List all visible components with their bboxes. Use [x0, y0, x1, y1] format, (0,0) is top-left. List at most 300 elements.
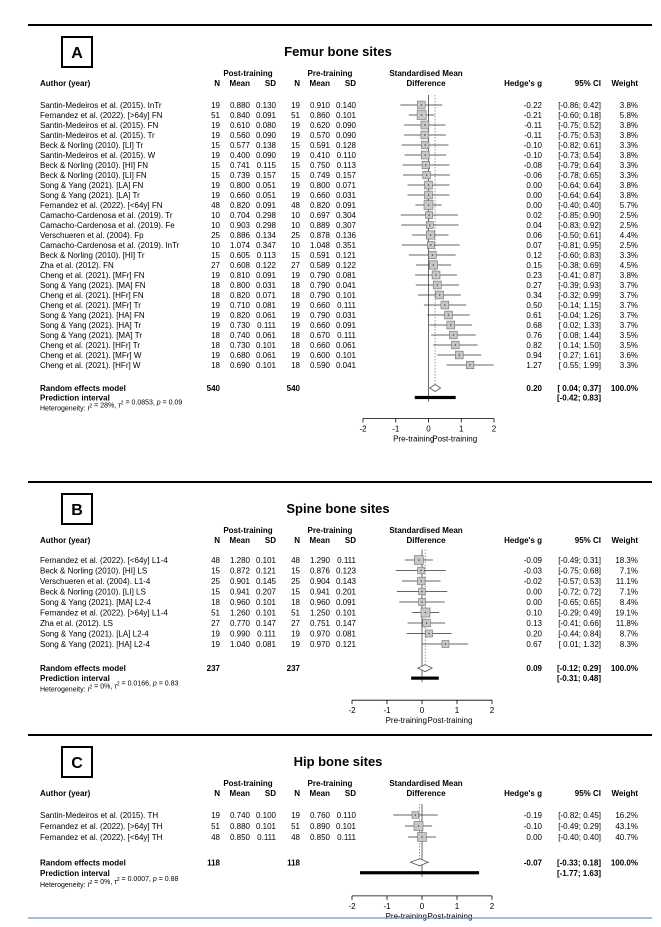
study-hedges-g: -0.22 — [523, 101, 542, 110]
study-row — [40, 301, 638, 310]
x-axis-tick-label: 1 — [454, 706, 460, 716]
study-sd-pre: 0.111 — [337, 833, 356, 842]
study-weight: 3.8% — [619, 121, 638, 130]
study-author: Beck & Norling (2010). [LI] LS — [40, 587, 146, 597]
study-mean-pre: 0.660 — [309, 321, 330, 330]
study-sd-post: 0.061 — [255, 311, 276, 320]
study-weight: 5.7% — [619, 201, 638, 210]
study-sd-post: 0.207 — [255, 587, 276, 597]
summary-hedges-g: 0.20 — [526, 384, 542, 393]
study-sd-post: 0.298 — [255, 211, 276, 220]
study-hedges-g: 0.00 — [526, 181, 542, 190]
study-author: Song & Yang (2021). [HA] Tr — [40, 321, 142, 330]
summary-diamond — [410, 859, 428, 866]
study-hedges-g: 0.82 — [526, 341, 542, 350]
study-author: Song & Yang (2021). [MA] L2-4 — [40, 598, 151, 607]
study-hedges-g: 0.15 — [526, 261, 542, 270]
study-hedges-g: 0.68 — [526, 321, 542, 330]
study-hedges-g: 0.04 — [526, 221, 542, 230]
forest-panel-b — [28, 482, 652, 725]
study-sd-pre: 0.110 — [336, 151, 356, 160]
study-author: Fernandez et al. (2022). [>64y] L1-4 — [40, 608, 168, 618]
study-sd-pre: 0.201 — [335, 587, 356, 597]
study-mean-post: 0.810 — [229, 271, 250, 280]
header-mean-post: Mean — [229, 79, 250, 88]
study-95ci: [-0.41; 0.66] — [558, 619, 601, 628]
study-n-post: 10 — [211, 221, 220, 230]
study-sd-pre: 0.081 — [335, 629, 356, 639]
study-row — [40, 271, 638, 280]
study-95ci: [-0.44; 0.84] — [558, 629, 601, 639]
header-author: Author (year) — [40, 789, 91, 798]
study-hedges-g: -0.10 — [523, 151, 542, 160]
study-mean-post: 0.886 — [229, 231, 250, 240]
study-hedges-g: 0.06 — [526, 231, 542, 240]
study-author: Fernandez et al. (2022). [>64y] TH — [40, 822, 163, 831]
study-mean-post: 0.730 — [229, 341, 250, 350]
study-mean-pre: 0.750 — [309, 161, 330, 170]
study-sd-post: 0.061 — [255, 331, 276, 340]
study-author: Song & Yang (2021). [LA] Tr — [40, 191, 140, 200]
study-row — [40, 181, 638, 190]
x-axis-tick-label: 1 — [454, 901, 460, 911]
study-weight: 3.8% — [619, 271, 638, 280]
study-sd-post: 0.138 — [255, 141, 276, 150]
study-effect-dot — [421, 836, 423, 838]
study-sd-post: 0.100 — [255, 811, 276, 820]
study-row — [40, 131, 638, 140]
header-hedges-g: Hedge's g — [504, 789, 542, 798]
study-n-pre: 18 — [291, 281, 300, 290]
x-axis-tick-label: -1 — [392, 424, 400, 434]
header-post-training: Post-training — [223, 779, 273, 788]
study-sd-post: 0.111 — [257, 321, 276, 330]
study-sd-pre: 0.122 — [335, 261, 356, 270]
summary-label: Random effects model — [40, 664, 126, 674]
study-n-pre: 48 — [291, 201, 300, 210]
study-author: Verschueren et al. (2004). L1-4 — [40, 577, 151, 586]
study-author: Santin-Medeiros et al. (2015). Tr — [40, 131, 155, 140]
study-hedges-g: 1.27 — [526, 361, 542, 370]
study-n-pre: 19 — [291, 121, 300, 130]
study-effect-dot — [428, 214, 430, 216]
study-sd-pre: 0.123 — [335, 566, 356, 576]
study-author: Beck & Norling (2010). [HI] LS — [40, 566, 148, 576]
x-axis-label-left: Pre-training — [393, 434, 435, 444]
study-author: Camacho-Cardenosa et al. (2019). InTr — [40, 241, 180, 250]
study-weight: 3.8% — [619, 131, 638, 140]
study-95ci: [ 0.14; 1.50] — [558, 341, 601, 350]
study-effect-dot — [424, 134, 426, 136]
study-95ci: [ 0.02; 1.33] — [558, 321, 601, 330]
study-mean-pre: 0.910 — [309, 101, 330, 110]
x-axis-tick-label: -2 — [359, 424, 367, 434]
study-n-post: 15 — [211, 171, 220, 180]
prediction-label: Prediction interval — [40, 674, 110, 684]
study-mean-pre: 0.620 — [309, 121, 330, 130]
study-weight: 3.3% — [619, 251, 638, 260]
study-weight: 3.5% — [619, 331, 638, 340]
study-author: Cheng et al. (2021). [HFr] Tr — [40, 341, 141, 350]
study-sd-pre: 0.101 — [335, 351, 356, 360]
study-sd-pre: 0.351 — [335, 241, 356, 250]
study-n-post: 19 — [211, 629, 220, 639]
study-95ci: [ 0.55; 1.99] — [558, 361, 601, 370]
study-95ci: [-0.41; 0.87] — [558, 271, 601, 280]
study-hedges-g: -0.19 — [523, 811, 542, 820]
study-hedges-g: -0.02 — [523, 577, 542, 586]
study-author: Cheng et al. (2021). [HFr] FN — [40, 291, 144, 300]
study-weight: 8.7% — [619, 629, 638, 639]
header-95ci: 95% CI — [574, 789, 601, 798]
study-sd-post: 0.101 — [255, 598, 276, 607]
study-95ci: [-0.81; 0.95] — [558, 241, 601, 250]
study-sd-pre: 0.110 — [336, 811, 356, 820]
study-sd-pre: 0.091 — [335, 201, 356, 210]
study-weight: 2.5% — [619, 211, 638, 220]
study-95ci: [-0.78; 0.65] — [558, 171, 601, 180]
study-n-post: 15 — [211, 566, 220, 576]
study-sd-pre: 0.101 — [335, 111, 356, 120]
study-n-post: 18 — [211, 361, 220, 370]
study-hedges-g: 0.76 — [526, 331, 542, 340]
study-author: Verschueren et al. (2004). Fp — [40, 231, 144, 240]
study-sd-pre: 0.143 — [335, 577, 356, 586]
summary-n-pre: 237 — [286, 664, 300, 674]
study-mean-pre: 0.970 — [309, 640, 330, 649]
study-weight: 4.5% — [619, 261, 638, 270]
study-weight: 3.8% — [619, 101, 638, 110]
heterogeneity-text: Heterogeneity: $I^2 = 0\%$, $\tau^2 = 0.0166$, p = 0.83 — [40, 680, 179, 694]
study-mean-pre: 0.890 — [309, 822, 330, 831]
forest-panel-c — [28, 735, 652, 921]
summary-diamond — [430, 385, 441, 392]
study-hedges-g: -0.10 — [523, 822, 542, 831]
study-mean-pre: 0.790 — [309, 291, 330, 300]
study-95ci: [-0.39; 0.93] — [558, 281, 601, 290]
study-mean-post: 0.730 — [229, 321, 250, 330]
study-95ci: [-0.04; 1.26] — [558, 311, 601, 320]
header-smd-difference: Difference — [406, 789, 446, 798]
study-author: Song & Yang (2021). [HA] FN — [40, 311, 145, 320]
study-effect-dot — [432, 254, 434, 256]
study-row — [40, 231, 638, 240]
study-n-post: 15 — [211, 141, 220, 150]
study-mean-pre: 0.876 — [309, 566, 330, 576]
study-95ci: [-0.40; 0.40] — [558, 201, 601, 210]
study-95ci: [-0.85; 0.90] — [558, 211, 601, 220]
study-n-pre: 19 — [291, 181, 300, 190]
header-sd-pre: SD — [344, 79, 356, 88]
summary-weight: 100.0% — [610, 384, 638, 393]
study-sd-post: 0.111 — [257, 833, 276, 842]
study-weight: 18.3% — [615, 556, 638, 565]
study-n-post: 18 — [211, 281, 220, 290]
study-weight: 7.1% — [619, 587, 638, 597]
study-mean-pre: 0.790 — [309, 271, 330, 280]
study-95ci: [-0.64; 0.64] — [558, 181, 601, 190]
study-n-post: 18 — [211, 331, 220, 340]
study-95ci: [-0.75; 0.52] — [558, 121, 601, 130]
study-mean-post: 0.608 — [229, 261, 250, 270]
study-weight: 5.8% — [619, 111, 638, 120]
study-hedges-g: 0.27 — [526, 281, 542, 290]
study-mean-pre: 0.590 — [309, 361, 330, 370]
study-author: Beck & Norling (2010). [HI] Tr — [40, 251, 145, 260]
study-author: Song & Yang (2021). [HA] L2-4 — [40, 640, 150, 649]
header-sd-post: SD — [264, 79, 276, 88]
study-sd-pre: 0.091 — [335, 598, 356, 607]
study-weight: 11.8% — [615, 619, 638, 628]
study-95ci: [-0.75; 0.53] — [558, 131, 601, 140]
study-sd-post: 0.101 — [255, 822, 276, 831]
study-hedges-g: 0.00 — [526, 191, 542, 200]
study-row — [40, 556, 638, 565]
study-hedges-g: 0.34 — [526, 291, 542, 300]
study-effect-dot — [418, 825, 420, 827]
study-n-post: 19 — [211, 640, 220, 649]
prediction-interval-bar — [411, 677, 439, 680]
study-effect-dot — [430, 244, 432, 246]
study-effect-dot — [425, 612, 427, 614]
study-hedges-g: 0.00 — [526, 598, 542, 607]
study-hedges-g: 0.20 — [526, 629, 542, 639]
study-weight: 3.8% — [619, 151, 638, 160]
study-weight: 4.4% — [619, 231, 638, 240]
study-n-pre: 25 — [291, 577, 300, 586]
study-mean-pre: 0.760 — [309, 811, 330, 820]
study-sd-pre: 0.101 — [335, 291, 356, 300]
study-mean-post: 0.880 — [229, 101, 250, 110]
study-mean-post: 0.990 — [229, 629, 250, 639]
study-n-post: 48 — [211, 833, 220, 842]
header-smd-difference: Difference — [406, 79, 446, 88]
study-mean-pre: 1.290 — [309, 556, 330, 565]
study-author: Fernandez et al. (2022). [<64y] L1-4 — [40, 556, 168, 565]
study-95ci: [-0.32; 0.99] — [558, 291, 601, 300]
header-n-post: N — [214, 536, 220, 545]
study-row — [40, 619, 638, 628]
study-hedges-g: 0.10 — [526, 608, 542, 618]
summary-label: Random effects model — [40, 384, 126, 393]
header-n-pre: N — [294, 789, 300, 798]
study-author: Santin-Medeiros et al. (2015). FN — [40, 121, 159, 130]
header-post-training: Post-training — [223, 526, 273, 535]
study-weight: 40.7% — [615, 833, 638, 842]
study-sd-post: 0.091 — [255, 271, 276, 280]
header-pre-training: Pre-training — [307, 779, 353, 788]
study-sd-post: 0.031 — [255, 281, 276, 290]
x-axis-label-left: Pre-training — [385, 911, 427, 921]
study-sd-post: 0.111 — [257, 629, 276, 639]
study-95ci: [-0.75; 0.68] — [558, 566, 601, 576]
study-sd-post: 0.134 — [255, 231, 276, 240]
study-n-pre: 27 — [291, 261, 300, 270]
study-n-pre: 19 — [291, 151, 300, 160]
study-weight: 3.7% — [619, 311, 638, 320]
x-axis-tick-label: 1 — [459, 424, 464, 434]
study-hedges-g: 0.13 — [526, 619, 542, 628]
study-sd-pre: 0.136 — [335, 231, 356, 240]
study-hedges-g: 0.67 — [526, 640, 542, 649]
study-effect-dot — [424, 154, 426, 156]
study-sd-post: 0.122 — [255, 261, 276, 270]
study-sd-post: 0.145 — [255, 577, 276, 586]
header-smd-difference: Difference — [406, 536, 446, 545]
study-weight: 3.3% — [619, 141, 638, 150]
study-weight: 3.7% — [619, 301, 638, 310]
study-n-pre: 19 — [291, 191, 300, 200]
header-n-post: N — [214, 79, 220, 88]
study-effect-dot — [426, 622, 428, 624]
header-n-pre: N — [294, 79, 300, 88]
study-n-pre: 15 — [291, 587, 300, 597]
study-hedges-g: -0.11 — [524, 121, 542, 130]
study-mean-post: 0.770 — [229, 619, 250, 628]
summary-95ci: [-0.12; 0.29] — [556, 664, 601, 674]
study-effect-dot — [433, 264, 435, 266]
study-author: Song & Yang (2021). [MA] Tr — [40, 331, 142, 340]
summary-n-pre: 540 — [286, 384, 300, 393]
panel-title: Femur bone sites — [284, 44, 392, 59]
study-author: Zha et al. (2012). FN — [40, 261, 114, 270]
study-sd-post: 0.101 — [255, 556, 276, 565]
prediction-interval-bar — [415, 396, 456, 399]
study-author: Beck & Norling (2010). [HI] FN — [40, 161, 149, 170]
study-mean-pre: 0.660 — [309, 191, 330, 200]
summary-95ci: [-0.33; 0.18] — [556, 858, 601, 868]
study-mean-pre: 0.591 — [309, 251, 330, 260]
header-sd-post: SD — [264, 536, 276, 545]
study-sd-pre: 0.121 — [335, 640, 356, 649]
study-sd-post: 0.298 — [255, 221, 276, 230]
study-sd-pre: 0.147 — [335, 619, 356, 628]
summary-n-post: 237 — [206, 664, 220, 674]
study-weight: 8.4% — [619, 598, 638, 607]
header-post-training: Post-training — [223, 69, 273, 78]
header-weight: Weight — [611, 789, 638, 798]
study-mean-pre: 0.697 — [309, 211, 330, 220]
study-95ci: [-0.38; 0.69] — [558, 261, 601, 270]
study-sd-pre: 0.090 — [335, 131, 356, 140]
study-n-pre: 18 — [291, 331, 300, 340]
study-effect-dot — [421, 114, 423, 116]
study-row — [40, 201, 638, 210]
study-row — [40, 291, 638, 300]
study-sd-post: 0.347 — [255, 241, 276, 250]
study-mean-pre: 0.889 — [309, 221, 330, 230]
study-effect-dot — [430, 234, 432, 236]
study-mean-post: 0.690 — [229, 361, 250, 370]
study-n-post: 19 — [211, 181, 220, 190]
study-mean-post: 0.960 — [229, 598, 250, 607]
study-mean-pre: 0.878 — [309, 231, 330, 240]
study-author: Beck & Norling (2010). [LI] Tr — [40, 141, 144, 150]
study-author: Zha et al. (2012). LS — [40, 619, 113, 628]
study-row — [40, 241, 638, 250]
study-n-pre: 15 — [291, 171, 300, 180]
study-n-post: 27 — [211, 619, 220, 628]
study-95ci: [-0.83; 0.92] — [558, 221, 601, 230]
study-95ci: [-0.14; 1.15] — [558, 301, 601, 310]
study-sd-post: 0.090 — [255, 131, 276, 140]
study-mean-pre: 0.410 — [309, 151, 330, 160]
study-row — [40, 191, 638, 200]
header-sd-pre: SD — [344, 789, 356, 798]
study-n-post: 48 — [211, 201, 220, 210]
study-effect-dot — [428, 633, 430, 635]
study-weight: 16.2% — [615, 811, 638, 820]
study-sd-post: 0.101 — [255, 341, 276, 350]
study-mean-post: 1.260 — [229, 608, 250, 618]
study-weight: 3.5% — [619, 341, 638, 350]
x-axis-tick-label: 2 — [491, 424, 497, 434]
x-axis-label-left: Pre-training — [385, 716, 427, 726]
study-effect-dot — [453, 334, 455, 336]
study-row — [40, 171, 638, 180]
study-mean-pre: 0.860 — [309, 111, 330, 120]
study-n-pre: 10 — [291, 241, 300, 250]
study-n-pre: 19 — [291, 301, 300, 310]
header-pre-training: Pre-training — [307, 526, 353, 535]
study-effect-dot — [421, 601, 423, 603]
header-95ci: 95% CI — [574, 536, 601, 545]
x-axis-tick-label: -1 — [383, 706, 391, 716]
study-row — [40, 567, 638, 576]
study-95ci: [ 0.27; 1.61] — [558, 351, 601, 360]
study-effect-dot — [435, 274, 437, 276]
study-n-post: 19 — [211, 301, 220, 310]
study-weight: 11.1% — [615, 577, 638, 586]
summary-diamond — [418, 665, 432, 672]
study-row — [40, 311, 638, 320]
study-sd-post: 0.157 — [255, 171, 276, 180]
study-n-post: 25 — [211, 577, 220, 586]
study-n-pre: 19 — [291, 321, 300, 330]
study-author: Santin-Medeiros et al. (2015). TH — [40, 811, 159, 820]
study-n-pre: 19 — [291, 640, 300, 649]
study-sd-post: 0.081 — [255, 640, 276, 649]
study-row — [40, 211, 638, 220]
study-sd-post: 0.051 — [255, 191, 276, 200]
study-n-post: 25 — [211, 231, 220, 240]
study-mean-pre: 0.660 — [309, 301, 330, 310]
study-weight: 3.3% — [619, 161, 638, 170]
study-row — [40, 811, 638, 820]
study-n-post: 19 — [211, 311, 220, 320]
study-mean-post: 0.872 — [229, 566, 250, 576]
study-row — [40, 161, 638, 170]
study-author: Cheng et al. (2021). [MFr] FN — [40, 271, 145, 280]
study-effect-dot — [455, 344, 457, 346]
study-effect-dot — [415, 814, 417, 816]
header-sd-pre: SD — [344, 536, 356, 545]
study-sd-pre: 0.101 — [335, 608, 356, 618]
study-sd-pre: 0.091 — [335, 321, 356, 330]
study-n-post: 19 — [211, 811, 220, 820]
study-row — [40, 361, 638, 370]
study-hedges-g: -0.09 — [523, 556, 542, 565]
study-sd-post: 0.130 — [255, 101, 276, 110]
study-n-post: 15 — [211, 251, 220, 260]
study-n-pre: 15 — [291, 566, 300, 576]
study-n-pre: 18 — [291, 598, 300, 607]
study-weight: 3.7% — [619, 281, 638, 290]
study-mean-post: 0.610 — [229, 121, 250, 130]
study-sd-pre: 0.071 — [335, 181, 356, 190]
study-mean-post: 0.710 — [229, 301, 250, 310]
study-sd-pre: 0.113 — [336, 161, 356, 170]
